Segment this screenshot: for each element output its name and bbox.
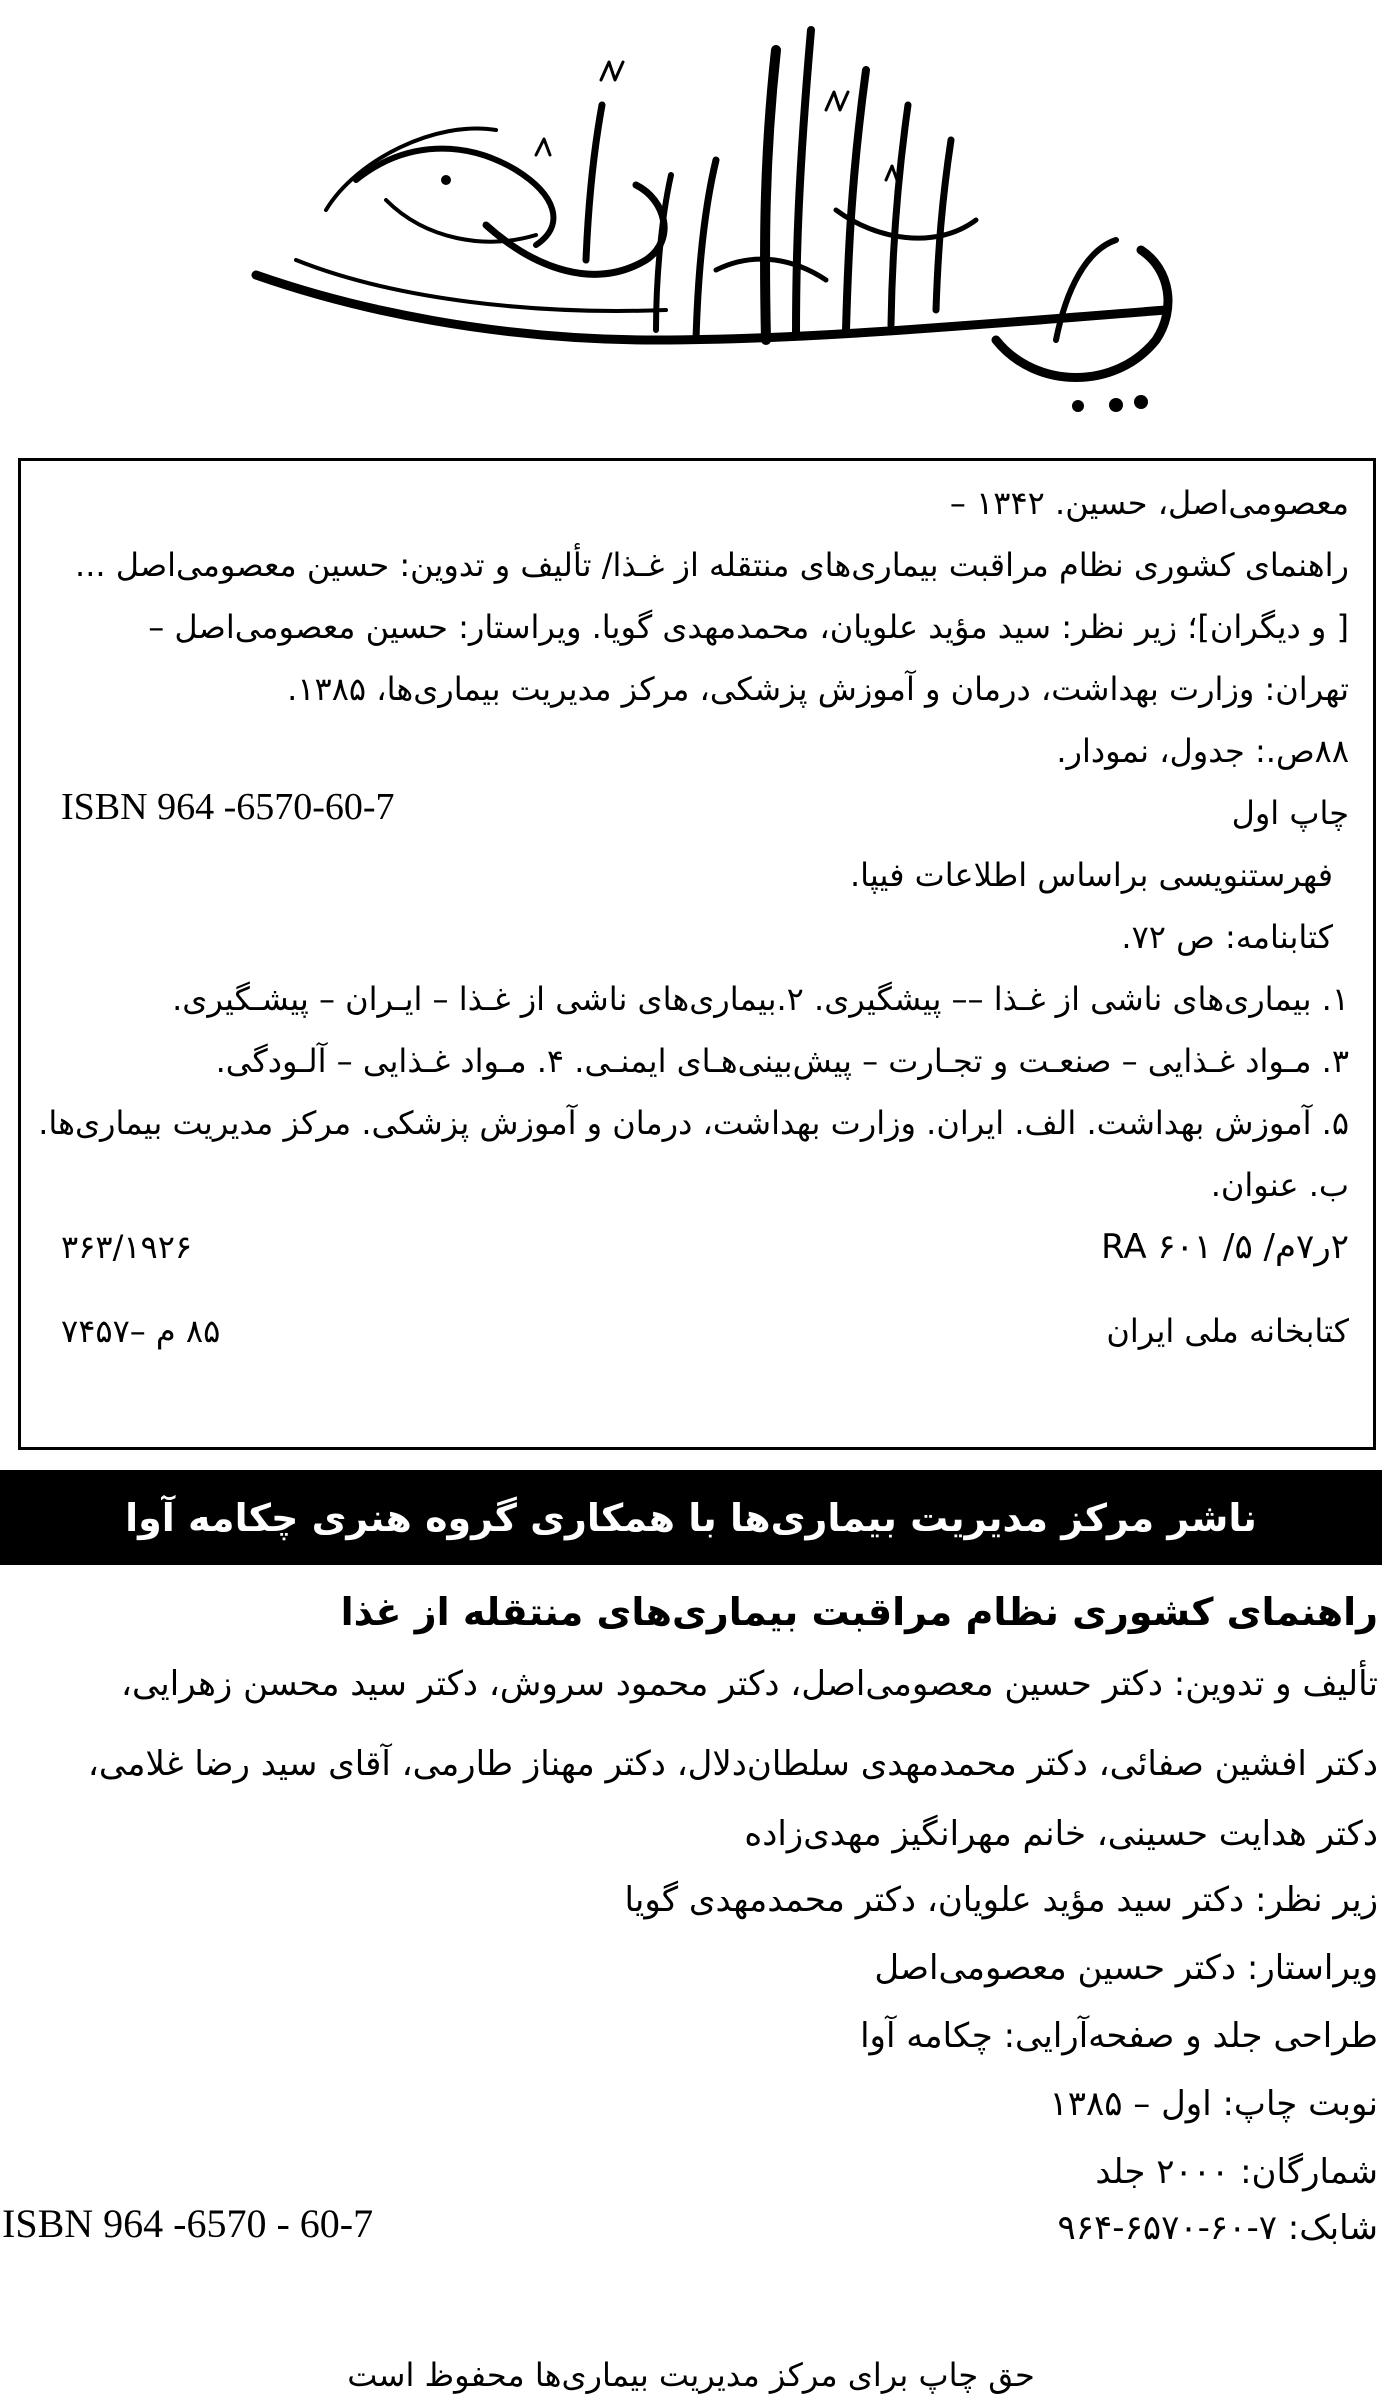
cip-bibliography: کتابنامه: ص ۷۲.	[1121, 918, 1333, 956]
isbn-bottom: ISBN 964 -6570 - 60-7	[2, 2201, 374, 2246]
cip-dewey: ۳۶۳/۱۹۲۶	[61, 1228, 193, 1266]
cip-pages: ۸۸ص.: جدول، نمودار.	[1056, 732, 1349, 770]
credits-editor: ویراستار: دکتر حسین معصومی‌اصل	[874, 1948, 1378, 1988]
credits-authors-1: تألیف و تدوین: دکتر حسین معصومی‌اصل، دکتر محمود سروش، دکتر سید محسن زهرایی،	[120, 1664, 1378, 1704]
credits-supervision: زیر نظر: دکتر سید مؤید علویان، دکتر محمدمهدی گویا	[624, 1880, 1378, 1920]
cip-edition: چاپ اول	[1231, 794, 1349, 832]
publisher-text: ناشر مرکز مدیریت بیماری‌ها با همکاری گروه هنری چکامه آوا	[125, 1495, 1257, 1540]
cip-publication: تهران: وزارت بهداشت، درمان و آموزش پزشکی، مرکز مدیریت بیماری‌ها، ۱۳۸۵.	[287, 670, 1349, 708]
cip-title-line-2: [ و دیگران]؛ زیر نظر: سید مؤید علویان، محمدمهدی گویا. ویراستار: حسین معصومی‌اصل –	[148, 608, 1349, 646]
cip-isbn: ISBN 964 -6570-60-7	[61, 786, 395, 828]
credits-authors-3: دکتر هدایت حسینی، خانم مهرانگیز مهدی‌زاده	[744, 1814, 1378, 1854]
cip-title-line-1: راهنمای کشوری نظام مراقبت بیماری‌های منتقله از غـذا/ تألیف و تدوین: حسین معصومی‌اصل ...	[75, 546, 1349, 584]
publisher-banner	[0, 1470, 1382, 1565]
credits-design: طراحی جلد و صفحه‌آرایی: چکامه آوا	[860, 2016, 1378, 2056]
cip-library-name: کتابخانه ملی ایران	[1106, 1312, 1349, 1350]
bismillah-calligraphy	[236, 10, 1186, 415]
credits-authors-2: دکتر افشین صفائی، دکتر محمدمهدی سلطان‌دلال، دکتر مهناز طارمی، آقای سید رضا غلامی،	[87, 1744, 1378, 1784]
credits-shabak: شابک: ۷-۶۰-۶۵۷۰-۹۶۴	[1057, 2208, 1378, 2248]
cip-library-number: ۸۵ م –۷۴۵۷	[61, 1312, 221, 1350]
cataloging-box	[18, 458, 1376, 1450]
cip-author: معصومی‌اصل، حسین. ۱۳۴۲ –	[949, 484, 1349, 522]
credits-circulation: شمارگان: ۲۰۰۰ جلد	[1095, 2152, 1378, 2192]
cip-subject-1: ۱. بیماری‌های ناشی از غـذا –– پیشگیری. ۲.بیماری‌های ناشی از غـذا – ایـران – پیشـگیری.	[172, 980, 1349, 1018]
cip-lc-class: ۲ر۷م/ RA ۶۰۱ /۵	[1101, 1227, 1349, 1267]
cip-subject-4: ب. عنوان.	[1210, 1166, 1349, 1204]
copyright-notice: حق چاپ برای مرکز مدیریت بیماری‌ها محفوظ است	[347, 2356, 1035, 2394]
cip-subject-2: ۳. مـواد غـذایی – صنعـت و تجـارت – پیش‌بینی‌هـای ایمنـی. ۴. مـواد غـذایی – آلـودگی.	[215, 1042, 1349, 1080]
credits-print-run: نوبت چاپ: اول – ۱۳۸۵	[1049, 2084, 1378, 2124]
cip-fipa-note: فهرستنویسی براساس اطلاعات فیپا.	[849, 856, 1333, 894]
book-title: راهنمای کشوری نظام مراقبت بیماری‌های منتقله از غذا	[340, 1590, 1378, 1634]
cip-subject-3: ۵. آموزش بهداشت. الف. ایران. وزارت بهداشت، درمان و آموزش پزشکی. مرکز مدیریت بیماری‌ها.	[38, 1104, 1349, 1142]
